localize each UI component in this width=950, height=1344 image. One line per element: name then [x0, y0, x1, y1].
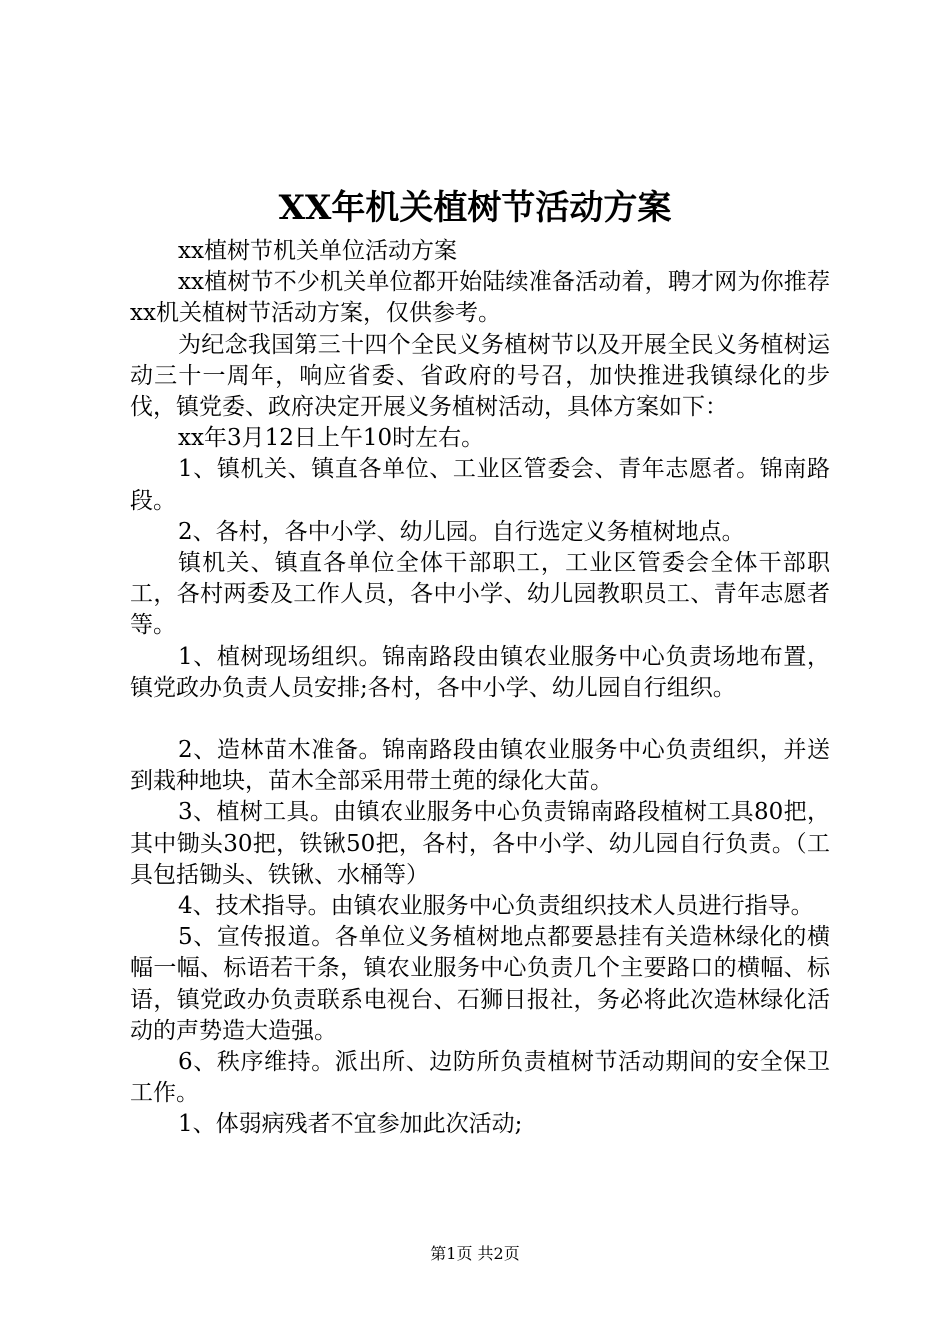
- document-title: XX年机关植树节活动方案: [278, 188, 672, 228]
- document-body: [130, 236, 830, 1141]
- paragraph-participants: 镇机关、镇直各单位全体干部职工，工业区管委会全体干部职工，各村两委及工作人员，各中小学、幼儿园教职员工、青年志愿者等。: [130, 550, 830, 639]
- paragraph-subtitle: xx植树节机关单位活动方案: [178, 238, 457, 264]
- page-indicator: 第1页 共2页: [430, 1244, 520, 1263]
- paragraph-task-1: 1、植树现场组织。锦南路段由镇农业服务中心负责场地布置，镇党政办负责人员安排;各村，各中小学、幼儿园自行组织。: [130, 643, 830, 701]
- paragraph-note-1: 1、体弱病残者不宜参加此次活动;: [178, 1111, 523, 1138]
- paragraph-task-3: 3、植树工具。由镇农业服务中心负责锦南路段植树工具80把，其中锄头30把，铁锹50把，各村，各中小学、幼儿园自行负责。（工具包括锄头、铁锹、水桶等）: [130, 799, 830, 888]
- paragraph-time: xx年3月12日上午10时左右。: [178, 425, 485, 452]
- paragraph-task-4: 4、技术指导。由镇农业服务中心负责组织技术人员进行指导。: [178, 893, 814, 920]
- paragraph-location-2: 2、各村，各中小学、幼儿园。自行选定义务植树地点。: [178, 518, 745, 545]
- paragraph-task-5: 5、宣传报道。各单位义务植树地点都要悬挂有关造林绿化的横幅一幅、标语若干条，镇农业服务中心负责几个主要路口的横幅、标语，镇党政办负责联系电视台、石狮日报社，务必将此次造林绿化活动的声势造大造强。: [130, 924, 830, 1044]
- paragraph-intro: xx植树节不少机关单位都开始陆续准备活动着，聘才网为你推荐xx机关植树节活动方案，仅供参考。: [130, 269, 830, 327]
- paragraph-location-1: 1、镇机关、镇直各单位、工业区管委会、青年志愿者。锦南路段。: [130, 456, 830, 514]
- paragraph-task-6: 6、秩序维持。派出所、边防所负责植树节活动期间的安全保卫工作。: [130, 1049, 830, 1107]
- paragraph-purpose: 为纪念我国第三十四个全民义务植树节以及开展全民义务植树运动三十一周年，响应省委、省政府的号召，加快推进我镇绿化的步伐，镇党委、政府决定开展义务植树活动，具体方案如下：: [130, 331, 830, 421]
- paragraph-task-2: 2、造林苗木准备。锦南路段由镇农业服务中心负责组织，并送到栽种地块，苗木全部采用带土蔸的绿化大苗。: [130, 737, 830, 795]
